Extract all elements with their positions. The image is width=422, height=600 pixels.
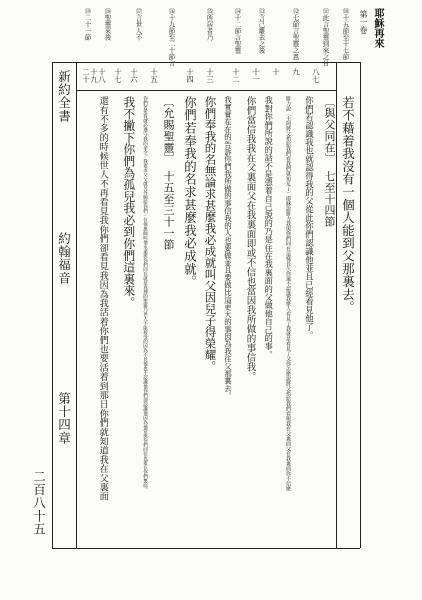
text-column: 若不藉着我沒有一個人能到父那裏去。	[340, 96, 356, 314]
outer-column-rule	[76, 62, 77, 548]
verse-number: 二十	[81, 68, 91, 83]
section-heading: 〔與父同在〕 七至十四節	[323, 96, 336, 228]
top-note-6: ⑮所居者乃	[205, 8, 214, 41]
top-note-7: ⑯十九節至二十節言	[167, 8, 176, 67]
top-note-3: ⑫七節言聖靈之恩	[291, 8, 300, 60]
chapter-label: 第十四章	[56, 392, 72, 445]
verse-number: 十六	[129, 68, 139, 83]
text-column: 你們當信我我在父裏面父在我裏面即或不信也當因我所做的事信我。	[244, 96, 256, 381]
note-marker-icon: ⑲	[83, 8, 92, 15]
running-header-subtitle: 第一卷	[359, 10, 368, 34]
text-column: 你們奉我的名無論求甚麼我必成就叫父因兒子得榮耀。	[203, 96, 218, 372]
text-column: 你們若奉我的名求甚麼我必成就。	[182, 96, 198, 288]
verse-number: 十七	[113, 68, 123, 83]
note-marker-icon: ⑮	[205, 8, 214, 15]
frame-top-rule	[52, 62, 360, 63]
verse-number: 十一	[251, 68, 261, 83]
page-number: 二百八十五	[31, 470, 47, 536]
text-column: 你們若愛我就必遵守我的命令。我要求父父就另外賜給你們一位保惠師叫他永遠與你們同在就是真理的聖靈乃世人不能接受的因為不見他也不認識他你們卻認識他因為他常與你們同住也要在你們裏面。	[142, 96, 148, 492]
top-note-4: ⑬言己離去之後	[257, 8, 266, 54]
text-column: 我對你們所說的話不是憑着自己說的乃是住在我裏面的父做他自己的事。	[264, 96, 275, 359]
gospel-name: 約翰福音	[56, 232, 72, 285]
text-column: 腓力說〔主阿將父指給我們看我們就知足了〕耶穌說腓力我與你們同在這樣長久你還不認識我麼人看見了我就是看見了父你怎麼說將父指給我們看呢我在父裏面父在我裏面你不信麼	[285, 96, 291, 491]
top-note-5: ⑭十二節言聖靈	[233, 8, 242, 54]
verse-number-rule	[76, 90, 336, 91]
top-note-10: ⑲二十一節	[83, 8, 92, 41]
note-marker-icon: ⑫	[291, 8, 300, 15]
note-marker-icon: ⑰	[134, 8, 143, 15]
verse-number: 十九	[89, 68, 99, 83]
verse-number: 十	[271, 68, 281, 76]
text-column: 我不撇下你們為孤兒我必到你們這裏來。	[121, 96, 136, 309]
note-marker-icon: ⑭	[233, 8, 242, 15]
running-header-title: 耶穌再來	[372, 8, 383, 48]
verse-number: 九	[291, 68, 301, 76]
verse-number: 八七	[311, 68, 321, 83]
top-note-9: ⑱聖靈來後	[103, 8, 112, 41]
verse-number: 十八	[97, 68, 107, 83]
frame-right-rule	[360, 62, 361, 548]
frame-left-rule	[52, 62, 53, 548]
text-column: 你們若認識我也就認得我的父從此你們認識他並且已經看見他了。	[304, 96, 315, 340]
note-marker-icon: ⑩	[341, 8, 350, 15]
verse-number: 十二	[231, 68, 241, 83]
note-marker-icon: ⑪	[321, 8, 330, 15]
note-marker-icon: ⑯	[167, 8, 176, 15]
frame-bottom-rule	[52, 548, 360, 549]
verse-number: 十四	[185, 68, 195, 83]
text-column: 我實實在在的告訴你們我所做的事信我的人也要做並且要做比這更大的事因為我往父那裏去。	[223, 96, 233, 400]
top-note-1: ⑩十五節至十七節	[341, 8, 350, 60]
note-marker-icon: ⑱	[103, 8, 112, 15]
verse-number: 十五	[149, 68, 159, 83]
section-heading: 〔允賜聖靈〕 十五至三十一節	[162, 96, 175, 251]
first-column-rule	[336, 62, 337, 548]
top-note-2: ⑪此言聖靈到來之日	[321, 8, 330, 67]
note-marker-icon: ⑬	[257, 8, 266, 15]
text-column: 還有不多的時候世人不再看見我你們卻看見我因為我活着你們也要活着到那日你們就知道我在父裏面	[97, 96, 109, 501]
top-note-8: ⑰言世人不	[134, 8, 143, 41]
book-title: 新約全書	[56, 70, 72, 123]
verse-number: 十三	[205, 68, 215, 83]
